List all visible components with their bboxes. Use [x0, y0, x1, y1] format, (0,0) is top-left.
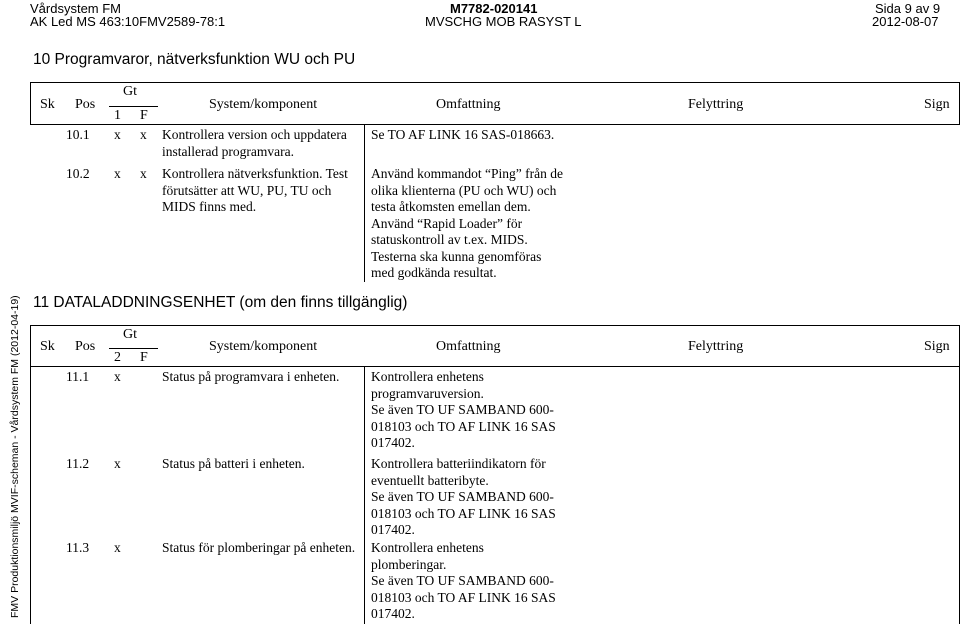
row-check-2: x: [114, 540, 121, 555]
header-page-number: Sida 9 av 9: [875, 1, 941, 16]
row-pos: 11.1: [66, 369, 90, 384]
table-top-border: [30, 325, 960, 326]
col-pos: Pos: [75, 339, 96, 354]
col-sk: Sk: [40, 339, 55, 354]
table-left-border: [30, 325, 31, 624]
section-10-title: 10 Programvaror, nätverksfunktion WU och PU: [33, 51, 356, 68]
col-gt: Gt: [123, 84, 137, 99]
row-omfattning: Se TO AF LINK 16 SAS-018663.: [371, 127, 555, 142]
row-check-2: x: [114, 369, 121, 384]
section-11-title: 11 DATALADDNINGSENHET (om den finns tillgänglig): [33, 294, 408, 311]
table-top-border: [30, 82, 960, 83]
header-bottom-border: [30, 124, 960, 125]
column-divider: [364, 366, 365, 624]
header-bottom-border: [30, 366, 960, 367]
row-omfattning: Använd kommandot “Ping” från de olika klienterna (PU och WU) och testa åtkomsten emellan dem. Använd “Rapid Loader” för statuskontroll av t.ex. MIDS. Testerna ska kunna genomföras med godkända resultat.: [371, 166, 563, 280]
row-check-1: x: [114, 166, 121, 181]
row-system: Status för plomberingar på enheten.: [162, 540, 356, 555]
row-check-1: x: [114, 127, 121, 142]
header-center-line2: MVSCHG MOB RASYST L: [425, 14, 582, 29]
header-date: 2012-08-07: [872, 14, 939, 29]
col-system: System/komponent: [209, 97, 318, 112]
col-felyttring: Felyttring: [688, 97, 744, 112]
column-divider: [364, 124, 365, 282]
row-pos: 11.2: [66, 456, 90, 471]
col-gt: Gt: [123, 327, 137, 342]
row-system: Kontrollera nätverksfunktion. Test förutsätter att WU, PU, TU och MIDS finns med.: [162, 166, 348, 214]
col-gt-2: 2: [114, 350, 121, 365]
col-sk: Sk: [40, 97, 55, 112]
col-felyttring: Felyttring: [688, 339, 744, 354]
col-omfattning: Omfattning: [436, 97, 501, 112]
header-left-line2: AK Led MS 463:10FMV2589-78:1: [30, 14, 226, 29]
row-system: Status på batteri i enheten.: [162, 456, 305, 471]
row-system: Status på programvara i enheten.: [162, 369, 340, 384]
row-omfattning: Kontrollera batteriindikatorn för eventuellt batteribyte. Se även TO UF SAMBAND 600- 018103 och TO AF LINK 16 SAS 017402.: [371, 456, 556, 537]
row-check-f: x: [140, 127, 147, 142]
col-pos: Pos: [75, 97, 96, 112]
row-omfattning: Kontrollera enhetens programvaruversion. Se även TO UF SAMBAND 600- 018103 och TO AF LINK 16 SAS 017402.: [371, 369, 556, 450]
header-center-line1: M7782-020141: [450, 1, 538, 16]
row-pos: 11.3: [66, 540, 90, 555]
col-system: System/komponent: [209, 339, 318, 354]
col-gt-1: 1: [114, 108, 121, 123]
col-gt-f: F: [140, 108, 148, 123]
row-check-2: x: [114, 456, 121, 471]
gt-divider: [109, 348, 158, 349]
row-pos: 10.1: [66, 127, 90, 142]
col-sign: Sign: [924, 97, 950, 112]
row-system: Kontrollera version och uppdatera installerad programvara.: [162, 127, 347, 159]
col-gt-f: F: [140, 350, 148, 365]
table-left-border: [30, 82, 31, 124]
row-check-f: x: [140, 166, 147, 181]
col-omfattning: Omfattning: [436, 339, 501, 354]
col-sign: Sign: [924, 339, 950, 354]
side-margin-text: FMV Produktionsmiljö MVIF-scheman - Vårdsystem FM (2012-04-19): [9, 295, 21, 618]
header-left-line1: Vårdsystem FM: [30, 1, 122, 16]
row-omfattning: Kontrollera enhetens plomberingar. Se även TO UF SAMBAND 600- 018103 och TO AF LINK 16 SAS 017402.: [371, 540, 556, 621]
gt-divider: [109, 106, 158, 107]
row-pos: 10.2: [66, 166, 90, 181]
